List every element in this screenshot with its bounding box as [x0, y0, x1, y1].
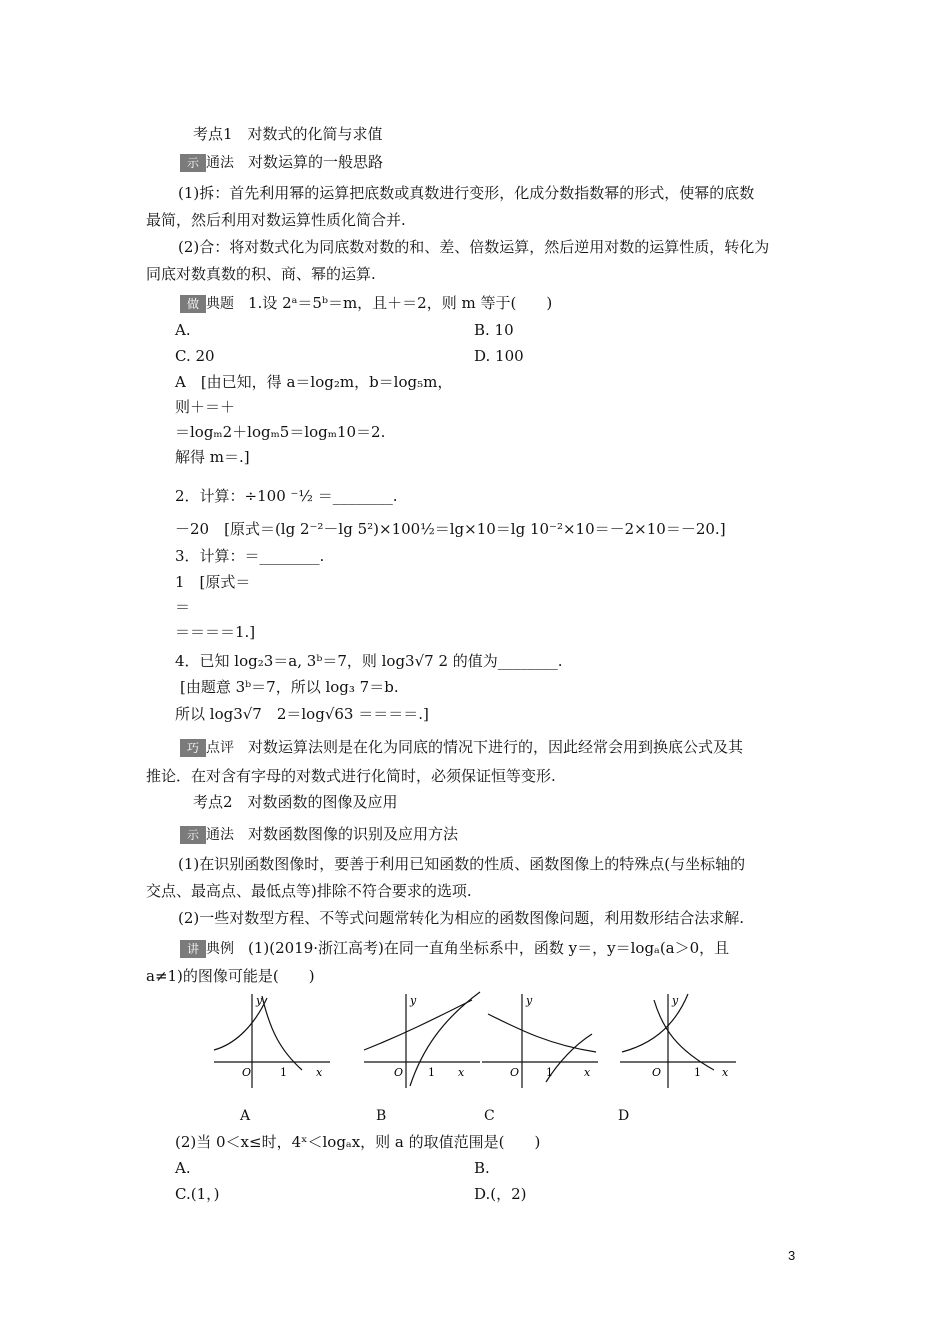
option-a: A. — [175, 1159, 191, 1177]
answer-3-line: 1 [原式＝ — [175, 573, 251, 591]
method-title: 对数函数图像的识别及应用方法 — [248, 825, 459, 843]
answer-4-line: 所以 log3√7 2＝log√63 ＝＝＝＝.] — [175, 705, 429, 723]
paragraph: 交点、最高点、最低点等)排除不符合要求的选项. — [146, 882, 472, 900]
graph-a — [212, 990, 332, 1090]
review-heading — [180, 737, 743, 758]
method-tag-rest: 通法 — [206, 155, 234, 171]
answer-2: －20 [原式＝(lg 2⁻²－lg 5²)×100½＝lg×10＝lg 10⁻²×10＝－2×10＝－20.] — [175, 520, 726, 538]
practice-tag: 做 — [180, 295, 206, 313]
paragraph: (1)在识别函数图像时，要善于利用已知函数的性质、函数图像上的特殊点(与坐标轴的 — [178, 855, 746, 873]
question-1: 1.设 2ᵃ＝5ᵇ＝m，且＋＝2，则 m 等于( ) — [248, 294, 553, 312]
curve-log — [410, 992, 480, 1086]
method-tag-rest: 通法 — [206, 827, 234, 843]
option-c: C. 20 — [175, 347, 215, 365]
review-tag-rest: 点评 — [206, 740, 234, 756]
x-label: x — [316, 1066, 323, 1079]
answer-1-line: 解得 m＝.] — [175, 448, 250, 466]
example-question-2: (2)当 0＜x≤时，4ˣ＜logₐx，则 a 的取值范围是( ) — [175, 1133, 541, 1151]
one-label: 1 — [280, 1066, 287, 1079]
example-heading — [180, 938, 729, 959]
y-label: y — [672, 994, 679, 1007]
curve-exp — [364, 1000, 472, 1050]
method-title: 对数运算的一般思路 — [248, 153, 384, 171]
paragraph: (1)拆：首先利用幂的运算把底数或真数进行变形，化成分数指数幂的形式，使幂的底数 — [178, 184, 755, 202]
option-b: B. — [474, 1159, 490, 1177]
paragraph: 最简，然后利用对数运算性质化简合并. — [146, 211, 406, 229]
practice-tag-rest: 典题 — [206, 296, 234, 312]
origin-label: O — [510, 1066, 520, 1079]
option-a: A. — [175, 321, 191, 339]
method-tag: 示 — [180, 154, 206, 172]
example-tag: 讲 — [180, 940, 206, 958]
option-c: C.(1，) — [175, 1185, 220, 1203]
paragraph: 同底对数真数的积、商、幂的运算. — [146, 265, 376, 283]
answer-1-line: A [由已知，得 a＝log₂m，b＝log₅m， — [175, 373, 453, 391]
graph-d — [618, 990, 738, 1090]
section2-title: 考点2 对数函数的图像及应用 — [193, 793, 398, 811]
review-text: 推论．在对含有字母的对数式进行化简时，必须保证恒等变形. — [146, 767, 556, 785]
y-label: y — [256, 994, 263, 1007]
curve-exp — [488, 1014, 596, 1052]
caption-b: B — [376, 1108, 387, 1124]
curve-log — [262, 996, 302, 1070]
paragraph: (2)合：将对数式化为同底数对数的和、差、倍数运算，然后逆用对数的运算性质，转化为 — [178, 238, 770, 256]
page-number: 3 — [788, 1248, 796, 1263]
one-label: 1 — [428, 1066, 435, 1079]
review-text: 对数运算法则是在化为同底的情况下进行的，因此经常会用到换底公式及其 — [248, 738, 744, 756]
option-b: B. 10 — [474, 321, 514, 339]
answer-3-line: ＝＝＝＝1.] — [175, 623, 256, 641]
caption-d: D — [618, 1108, 630, 1124]
review-tag: 巧 — [180, 739, 206, 757]
graph-c — [480, 990, 600, 1090]
section1-title: 考点1 对数式的化简与求值 — [193, 125, 383, 143]
practice-heading — [180, 293, 552, 314]
example-question-1: (1)(2019·浙江高考)在同一直角坐标系中，函数 y＝，y＝logₐ(a＞0，且 — [248, 939, 730, 957]
one-label: 1 — [694, 1066, 701, 1079]
example-tag-rest: 典例 — [206, 941, 234, 957]
section2-method-heading — [180, 824, 458, 845]
answer-4-line: [由题意 3ᵇ＝7，所以 log₃ 7＝b. — [180, 678, 399, 696]
x-label: x — [722, 1066, 729, 1079]
y-label: y — [526, 994, 533, 1007]
caption-a: A — [240, 1108, 251, 1124]
x-label: x — [584, 1066, 591, 1079]
origin-label: O — [242, 1066, 252, 1079]
curve-log — [654, 1000, 714, 1070]
question-2: 2．计算：÷100 ⁻½ ＝________. — [175, 487, 398, 505]
option-d: D.(，2) — [474, 1185, 527, 1203]
caption-c: C — [484, 1108, 495, 1124]
method-tag: 示 — [180, 826, 206, 844]
question-4: 4．已知 log₂3＝a, 3ᵇ＝7，则 log3√7 2 的值为________. — [175, 652, 563, 670]
answer-1-line: ＝logₘ2＋logₘ5＝logₘ10＝2. — [175, 423, 386, 441]
origin-label: O — [652, 1066, 662, 1079]
answer-1-line: 则＋＝＋ — [175, 398, 236, 416]
graph-b — [362, 990, 482, 1090]
paragraph: (2)一些对数型方程、不等式问题常转化为相应的函数图像问题，利用数形结合法求解. — [178, 909, 745, 927]
option-d: D. 100 — [474, 347, 524, 365]
example-question-1-cont: a≠1)的图像可能是( ) — [146, 967, 315, 985]
origin-label: O — [394, 1066, 404, 1079]
y-label: y — [410, 994, 417, 1007]
question-3: 3．计算：＝________. — [175, 547, 325, 565]
x-label: x — [458, 1066, 465, 1079]
one-label: 1 — [546, 1066, 553, 1079]
answer-3-line: ＝ — [175, 598, 191, 616]
section1-method-heading — [180, 152, 383, 173]
